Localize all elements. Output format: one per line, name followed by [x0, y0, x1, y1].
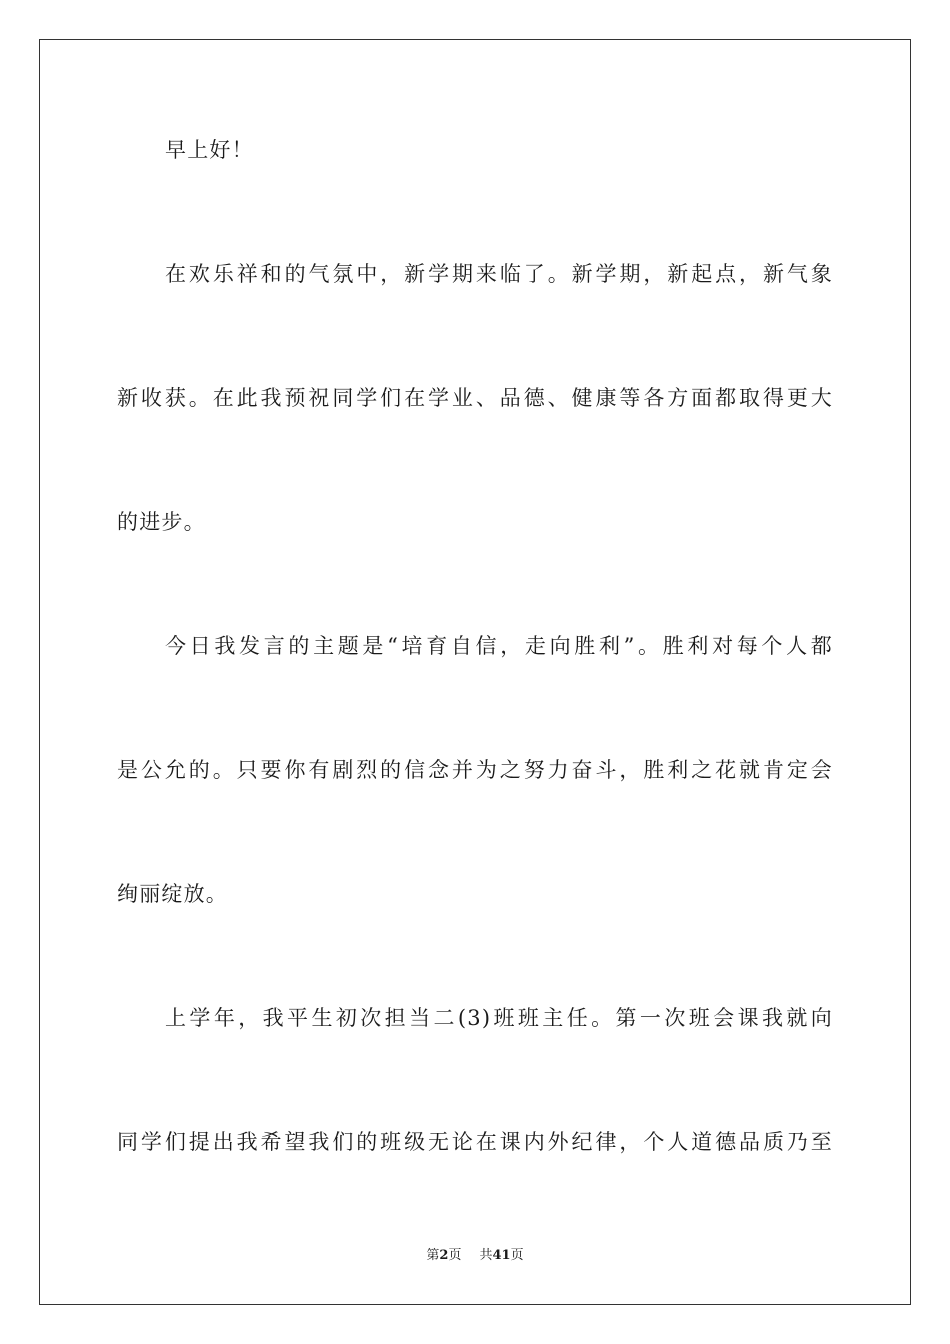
paragraph-1-line-1: 在欢乐祥和的气氛中，新学期来临了。新学期，新起点，新气象: [165, 262, 833, 286]
page-suffix: 页: [448, 1248, 462, 1263]
greeting-line: 早上好！: [165, 138, 254, 162]
paragraph-1-line-2: 新收获。在此我预祝同学们在学业、品德、健康等各方面都取得更大: [117, 386, 833, 410]
paragraph-2-line-3: 绚丽绽放。: [117, 882, 228, 906]
page-prefix: 第: [426, 1248, 440, 1263]
total-suffix: 页: [510, 1248, 524, 1263]
paragraph-3-line-1: 上学年，我平生初次担当二(3)班班主任。第一次班会课我就向: [165, 1006, 833, 1030]
paragraph-2-line-1: 今日我发言的主题是“培育自信，走向胜利”。胜利对每个人都: [165, 634, 833, 658]
paragraph-3-line-2: 同学们提出我希望我们的班级无论在课内外纪律，个人道德品质乃至: [117, 1130, 833, 1154]
page-footer: [0, 1247, 950, 1265]
page-number: 2: [439, 1248, 449, 1263]
total-pages: 41: [492, 1248, 511, 1263]
paragraph-1-line-3: 的进步。: [117, 510, 206, 534]
paragraph-2-line-2: 是公允的。只要你有剧烈的信念并为之努力奋斗，胜利之花就肯定会: [117, 758, 833, 782]
page-frame: [39, 39, 911, 1305]
total-prefix: 共: [479, 1248, 493, 1263]
